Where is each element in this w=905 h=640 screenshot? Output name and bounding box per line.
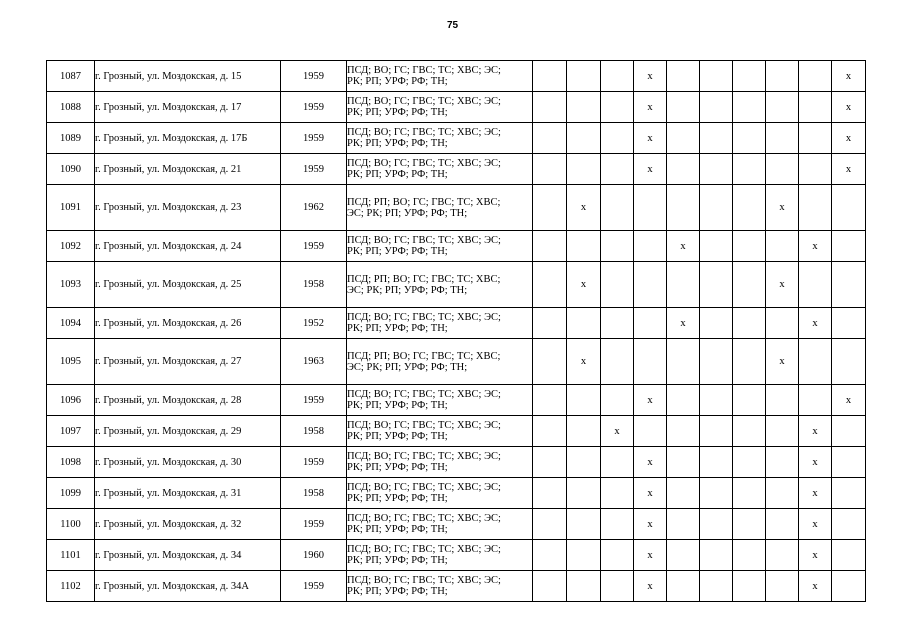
- mark-cell: [700, 154, 733, 185]
- row-number-cell: 1096: [47, 385, 95, 416]
- year-cell: 1959: [281, 61, 347, 92]
- works-cell: ПСД; ВО; ГС; ГВС; ТС; ХВС; ЭС; РК; РП; УРФ; РФ; ТН;: [347, 231, 533, 262]
- address-cell: г. Грозный, ул. Моздокская, д. 15: [95, 61, 281, 92]
- year-cell: 1963: [281, 339, 347, 385]
- mark-cell: х: [799, 509, 832, 540]
- works-cell: ПСД; ВО; ГС; ГВС; ТС; ХВС; ЭС; РК; РП; УРФ; РФ; ТН;: [347, 416, 533, 447]
- mark-cell: [766, 447, 799, 478]
- mark-cell: [700, 509, 733, 540]
- year-cell: 1959: [281, 231, 347, 262]
- mark-cell: [832, 185, 866, 231]
- address-cell: г. Грозный, ул. Моздокская, д. 17Б: [95, 123, 281, 154]
- mark-cell: [766, 509, 799, 540]
- mark-cell: [766, 385, 799, 416]
- mark-cell: х: [832, 123, 866, 154]
- mark-cell: [733, 231, 766, 262]
- mark-cell: [601, 571, 634, 602]
- mark-cell: [601, 509, 634, 540]
- works-cell: ПСД; РП; ВО; ГС; ГВС; ТС; ХВС; ЭС; РК; РП; УРФ; РФ; ТН;: [347, 262, 533, 308]
- mark-cell: [533, 123, 567, 154]
- mark-cell: [733, 571, 766, 602]
- mark-cell: [567, 540, 601, 571]
- address-cell: г. Грозный, ул. Моздокская, д. 27: [95, 339, 281, 385]
- mark-cell: х: [766, 262, 799, 308]
- mark-cell: [832, 447, 866, 478]
- row-number-cell: 1092: [47, 231, 95, 262]
- mark-cell: [567, 92, 601, 123]
- mark-cell: [667, 92, 700, 123]
- mark-cell: х: [634, 447, 667, 478]
- mark-cell: [832, 308, 866, 339]
- mark-cell: [700, 571, 733, 602]
- mark-cell: х: [799, 308, 832, 339]
- mark-cell: х: [634, 92, 667, 123]
- mark-cell: [700, 262, 733, 308]
- mark-cell: [533, 231, 567, 262]
- mark-cell: [832, 478, 866, 509]
- mark-cell: [700, 123, 733, 154]
- mark-cell: [533, 416, 567, 447]
- mark-cell: [799, 92, 832, 123]
- works-cell: ПСД; ВО; ГС; ГВС; ТС; ХВС; ЭС; РК; РП; УРФ; РФ; ТН;: [347, 308, 533, 339]
- mark-cell: [667, 478, 700, 509]
- mark-cell: х: [634, 61, 667, 92]
- address-cell: г. Грозный, ул. Моздокская, д. 32: [95, 509, 281, 540]
- row-number-cell: 1093: [47, 262, 95, 308]
- year-cell: 1962: [281, 185, 347, 231]
- mark-cell: х: [567, 339, 601, 385]
- mark-cell: х: [634, 571, 667, 602]
- mark-cell: [766, 571, 799, 602]
- works-cell: ПСД; ВО; ГС; ГВС; ТС; ХВС; ЭС; РК; РП; УРФ; РФ; ТН;: [347, 61, 533, 92]
- table-row: [47, 262, 866, 308]
- mark-cell: [733, 61, 766, 92]
- mark-cell: [667, 339, 700, 385]
- mark-cell: [567, 416, 601, 447]
- mark-cell: [799, 262, 832, 308]
- mark-cell: [733, 385, 766, 416]
- mark-cell: [667, 154, 700, 185]
- table-row: [47, 478, 866, 509]
- mark-cell: [533, 308, 567, 339]
- table-row: [47, 571, 866, 602]
- table-row: [47, 154, 866, 185]
- mark-cell: [601, 308, 634, 339]
- mark-cell: [601, 339, 634, 385]
- mark-cell: [700, 385, 733, 416]
- mark-cell: [700, 231, 733, 262]
- mark-cell: [733, 339, 766, 385]
- mark-cell: [733, 123, 766, 154]
- mark-cell: [766, 478, 799, 509]
- works-cell: ПСД; ВО; ГС; ГВС; ТС; ХВС; ЭС; РК; РП; УРФ; РФ; ТН;: [347, 154, 533, 185]
- address-cell: г. Грозный, ул. Моздокская, д. 30: [95, 447, 281, 478]
- mark-cell: х: [832, 154, 866, 185]
- mark-cell: [799, 339, 832, 385]
- year-cell: 1959: [281, 447, 347, 478]
- works-cell: ПСД; РП; ВО; ГС; ГВС; ТС; ХВС; ЭС; РК; РП; УРФ; РФ; ТН;: [347, 339, 533, 385]
- mark-cell: х: [567, 262, 601, 308]
- mark-cell: [634, 339, 667, 385]
- mark-cell: [766, 540, 799, 571]
- year-cell: 1959: [281, 154, 347, 185]
- mark-cell: х: [634, 509, 667, 540]
- mark-cell: х: [634, 123, 667, 154]
- year-cell: 1959: [281, 571, 347, 602]
- mark-cell: [766, 231, 799, 262]
- mark-cell: [766, 123, 799, 154]
- mark-cell: [832, 571, 866, 602]
- mark-cell: [766, 308, 799, 339]
- year-cell: 1958: [281, 416, 347, 447]
- mark-cell: х: [766, 185, 799, 231]
- mark-cell: [533, 385, 567, 416]
- mark-cell: [601, 478, 634, 509]
- year-cell: 1958: [281, 478, 347, 509]
- table-row: [47, 540, 866, 571]
- address-cell: г. Грозный, ул. Моздокская, д. 17: [95, 92, 281, 123]
- mark-cell: [700, 308, 733, 339]
- mark-cell: [601, 185, 634, 231]
- mark-cell: х: [799, 231, 832, 262]
- mark-cell: [667, 416, 700, 447]
- mark-cell: [533, 509, 567, 540]
- mark-cell: [567, 308, 601, 339]
- mark-cell: [733, 447, 766, 478]
- mark-cell: [799, 385, 832, 416]
- row-number-cell: 1102: [47, 571, 95, 602]
- mark-cell: [634, 185, 667, 231]
- mark-cell: [667, 571, 700, 602]
- mark-cell: [667, 61, 700, 92]
- row-number-cell: 1087: [47, 61, 95, 92]
- row-number-cell: 1091: [47, 185, 95, 231]
- mark-cell: [799, 154, 832, 185]
- works-cell: ПСД; ВО; ГС; ГВС; ТС; ХВС; ЭС; РК; РП; УРФ; РФ; ТН;: [347, 385, 533, 416]
- mark-cell: [700, 339, 733, 385]
- mark-cell: [700, 416, 733, 447]
- mark-cell: х: [634, 478, 667, 509]
- mark-cell: [733, 416, 766, 447]
- mark-cell: х: [799, 416, 832, 447]
- mark-cell: [700, 540, 733, 571]
- works-cell: ПСД; ВО; ГС; ГВС; ТС; ХВС; ЭС; РК; РП; УРФ; РФ; ТН;: [347, 571, 533, 602]
- table-row: [47, 231, 866, 262]
- mark-cell: [533, 447, 567, 478]
- mark-cell: [601, 447, 634, 478]
- row-number-cell: 1101: [47, 540, 95, 571]
- address-cell: г. Грозный, ул. Моздокская, д. 34А: [95, 571, 281, 602]
- row-number-cell: 1099: [47, 478, 95, 509]
- table-row: [47, 509, 866, 540]
- works-cell: ПСД; ВО; ГС; ГВС; ТС; ХВС; ЭС; РК; РП; УРФ; РФ; ТН;: [347, 540, 533, 571]
- mark-cell: [799, 123, 832, 154]
- mark-cell: [533, 61, 567, 92]
- year-cell: 1959: [281, 509, 347, 540]
- mark-cell: [766, 416, 799, 447]
- mark-cell: [832, 339, 866, 385]
- year-cell: 1952: [281, 308, 347, 339]
- mark-cell: [601, 61, 634, 92]
- mark-cell: [832, 509, 866, 540]
- row-number-cell: 1094: [47, 308, 95, 339]
- table-row: [47, 185, 866, 231]
- year-cell: 1960: [281, 540, 347, 571]
- address-cell: г. Грозный, ул. Моздокская, д. 34: [95, 540, 281, 571]
- mark-cell: [733, 92, 766, 123]
- table-row: [47, 416, 866, 447]
- mark-cell: [601, 92, 634, 123]
- mark-cell: [832, 540, 866, 571]
- row-number-cell: 1090: [47, 154, 95, 185]
- mark-cell: [799, 61, 832, 92]
- address-cell: г. Грозный, ул. Моздокская, д. 21: [95, 154, 281, 185]
- mark-cell: [733, 185, 766, 231]
- mark-cell: [533, 92, 567, 123]
- mark-cell: х: [667, 308, 700, 339]
- mark-cell: [700, 447, 733, 478]
- mark-cell: х: [667, 231, 700, 262]
- row-number-cell: 1089: [47, 123, 95, 154]
- works-cell: ПСД; ВО; ГС; ГВС; ТС; ХВС; ЭС; РК; РП; УРФ; РФ; ТН;: [347, 478, 533, 509]
- mark-cell: [832, 262, 866, 308]
- row-number-cell: 1095: [47, 339, 95, 385]
- mark-cell: [733, 154, 766, 185]
- mark-cell: [533, 478, 567, 509]
- mark-cell: [601, 385, 634, 416]
- address-cell: г. Грозный, ул. Моздокская, д. 23: [95, 185, 281, 231]
- mark-cell: [667, 123, 700, 154]
- mark-cell: х: [799, 540, 832, 571]
- mark-cell: х: [567, 185, 601, 231]
- registry-body: [47, 61, 866, 602]
- mark-cell: [733, 478, 766, 509]
- mark-cell: [567, 231, 601, 262]
- mark-cell: [766, 154, 799, 185]
- mark-cell: [533, 262, 567, 308]
- mark-cell: [700, 92, 733, 123]
- year-cell: 1958: [281, 262, 347, 308]
- row-number-cell: 1097: [47, 416, 95, 447]
- mark-cell: [601, 262, 634, 308]
- mark-cell: [832, 416, 866, 447]
- year-cell: 1959: [281, 92, 347, 123]
- mark-cell: х: [634, 540, 667, 571]
- address-cell: г. Грозный, ул. Моздокская, д. 24: [95, 231, 281, 262]
- mark-cell: [634, 262, 667, 308]
- row-number-cell: 1098: [47, 447, 95, 478]
- mark-cell: [733, 509, 766, 540]
- mark-cell: [533, 540, 567, 571]
- mark-cell: х: [832, 92, 866, 123]
- address-cell: г. Грозный, ул. Моздокская, д. 28: [95, 385, 281, 416]
- mark-cell: [533, 185, 567, 231]
- address-cell: г. Грозный, ул. Моздокская, д. 31: [95, 478, 281, 509]
- works-cell: ПСД; ВО; ГС; ГВС; ТС; ХВС; ЭС; РК; РП; УРФ; РФ; ТН;: [347, 92, 533, 123]
- mark-cell: х: [634, 385, 667, 416]
- table-row: [47, 61, 866, 92]
- mark-cell: х: [799, 447, 832, 478]
- year-cell: 1959: [281, 123, 347, 154]
- mark-cell: [567, 478, 601, 509]
- mark-cell: [634, 308, 667, 339]
- row-number-cell: 1100: [47, 509, 95, 540]
- table-row: [47, 308, 866, 339]
- mark-cell: [634, 231, 667, 262]
- mark-cell: [733, 308, 766, 339]
- mark-cell: [667, 447, 700, 478]
- row-number-cell: 1088: [47, 92, 95, 123]
- mark-cell: [567, 154, 601, 185]
- mark-cell: х: [832, 61, 866, 92]
- mark-cell: [533, 154, 567, 185]
- mark-cell: [601, 231, 634, 262]
- mark-cell: [667, 509, 700, 540]
- works-cell: ПСД; ВО; ГС; ГВС; ТС; ХВС; ЭС; РК; РП; УРФ; РФ; ТН;: [347, 123, 533, 154]
- table-row: [47, 339, 866, 385]
- mark-cell: [667, 385, 700, 416]
- mark-cell: [533, 339, 567, 385]
- mark-cell: [567, 123, 601, 154]
- year-cell: 1959: [281, 385, 347, 416]
- mark-cell: х: [832, 385, 866, 416]
- mark-cell: [700, 61, 733, 92]
- mark-cell: [799, 185, 832, 231]
- mark-cell: х: [634, 154, 667, 185]
- mark-cell: [766, 92, 799, 123]
- works-cell: ПСД; ВО; ГС; ГВС; ТС; ХВС; ЭС; РК; РП; УРФ; РФ; ТН;: [347, 447, 533, 478]
- mark-cell: [667, 540, 700, 571]
- mark-cell: [700, 478, 733, 509]
- mark-cell: [567, 571, 601, 602]
- housing-registry-table: [46, 60, 866, 602]
- mark-cell: [733, 540, 766, 571]
- mark-cell: х: [799, 571, 832, 602]
- table-row: [47, 447, 866, 478]
- mark-cell: [601, 540, 634, 571]
- address-cell: г. Грозный, ул. Моздокская, д. 26: [95, 308, 281, 339]
- mark-cell: [601, 154, 634, 185]
- works-cell: ПСД; РП; ВО; ГС; ГВС; ТС; ХВС; ЭС; РК; РП; УРФ; РФ; ТН;: [347, 185, 533, 231]
- mark-cell: [667, 262, 700, 308]
- table-row: [47, 92, 866, 123]
- address-cell: г. Грозный, ул. Моздокская, д. 25: [95, 262, 281, 308]
- mark-cell: х: [601, 416, 634, 447]
- mark-cell: х: [766, 339, 799, 385]
- mark-cell: [601, 123, 634, 154]
- mark-cell: [634, 416, 667, 447]
- mark-cell: [567, 447, 601, 478]
- mark-cell: [766, 61, 799, 92]
- table-row: [47, 123, 866, 154]
- mark-cell: [567, 61, 601, 92]
- mark-cell: [832, 231, 866, 262]
- table-row: [47, 385, 866, 416]
- works-cell: ПСД; ВО; ГС; ГВС; ТС; ХВС; ЭС; РК; РП; УРФ; РФ; ТН;: [347, 509, 533, 540]
- mark-cell: [700, 185, 733, 231]
- mark-cell: [733, 262, 766, 308]
- mark-cell: [533, 571, 567, 602]
- address-cell: г. Грозный, ул. Моздокская, д. 29: [95, 416, 281, 447]
- mark-cell: х: [799, 478, 832, 509]
- page-number: 75: [446, 20, 459, 31]
- mark-cell: [567, 509, 601, 540]
- mark-cell: [667, 185, 700, 231]
- mark-cell: [567, 385, 601, 416]
